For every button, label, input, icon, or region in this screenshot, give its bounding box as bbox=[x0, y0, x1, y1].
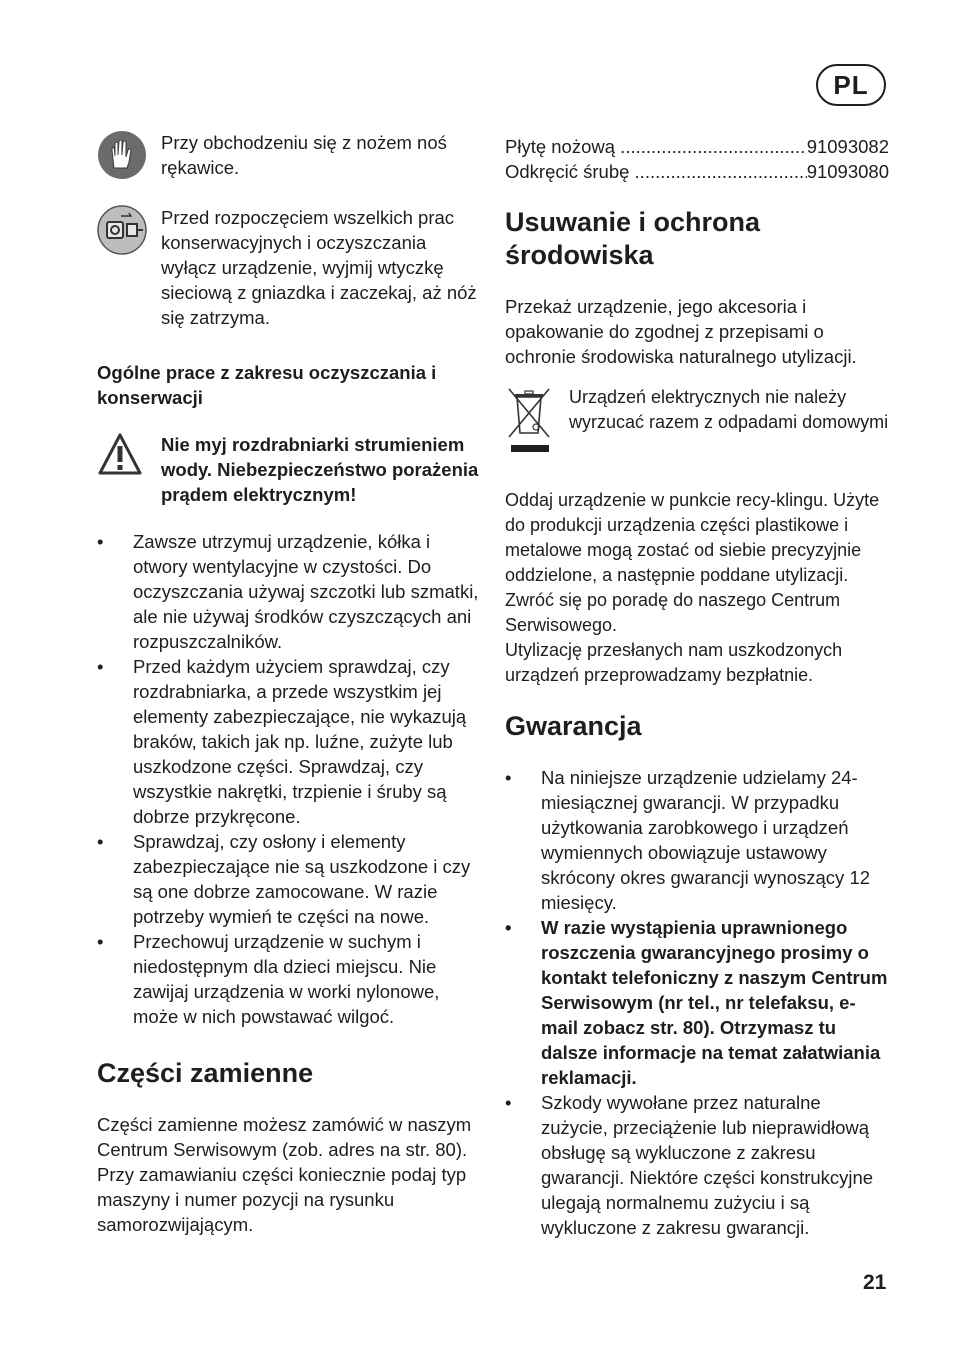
list-item: • Sprawdzaj, czy osłony i elementy zabezpieczające nie są uszkodzone i czy są one dobrze zamocowane. W razie potrzeby wymień te części na nowe. bbox=[97, 831, 471, 927]
warning-triangle-icon bbox=[97, 432, 143, 476]
gloves-text: Przy obchodzeniu się z nożem noś rękawice. bbox=[161, 132, 447, 178]
free-disposal-text: Utylizację przesłanych nam uszkodzonych urządzeń przeprowadzamy bezpłatnie. bbox=[505, 640, 843, 685]
list-item: • Przed każdym użyciem sprawdzaj, czy rozdrabniarka, a przede wszystkim jej elementy zabezpieczające, nie wykazują braków, takich jak np. luźne, zużyte lub uszkodzone części. Sprawdzaj, czy wszystkie nakrętki, trzpienie i śruby są dobrze przykręcone. bbox=[97, 656, 467, 827]
warranty-heading: Gwarancja bbox=[505, 711, 642, 741]
language-badge: PL bbox=[816, 64, 886, 106]
weee-text: Urządzeń elektrycznych nie należy wyrzucać razem z odpadami domowymi bbox=[569, 387, 889, 432]
list-item: • Na niniejsze urządzenie udzielamy 24-miesiącznej gwarancji. W przypadku użytkowania zarobkowego i urządzeń wymiennych obowiązuje ustawowy skrócony okres gwarancji wynoszący 12 miesięcy. bbox=[505, 767, 871, 913]
disposal-text: Przekaż urządzenie, jego akcesoria i opakowanie do zgodnej z przepisami o ochronie środowiska naturalnego utylizacji. bbox=[505, 296, 857, 367]
recycle-text: Oddaj urządzenie w punkcie recy-klingu. Użyte do produkcji urządzenia części plastikowe i metalowe mogą zostać od siebie precyzyjnie oddzielone, a następnie poddane utylizacji. Zwróć się po poradę do naszego Centrum Serwisowego. bbox=[505, 490, 880, 635]
parts-list bbox=[505, 134, 889, 184]
list-item: • Zawsze utrzymuj urządzenie, kółka i otwory wentylacyjne w czystości. Do oczyszczania używaj szczotki lub szmatki, ale nie używaj środków czyszczących ani rozpuszczalników. bbox=[97, 531, 479, 652]
unplug-text: Przed rozpoczęciem wszelkich prac konserwacyjnych i oczyszczania wyłącz urządzenie, wyjmij wtyczkę sieciową z gniazdka i zaczekaj, aż nóż się zatrzyma. bbox=[161, 207, 477, 328]
weee-notice bbox=[505, 385, 889, 458]
part-row: Płytę nożową ..... 91093082 bbox=[505, 134, 889, 159]
spare-parts-heading: Części zamienne bbox=[97, 1058, 314, 1088]
right-column bbox=[505, 130, 889, 1240]
gloves-icon bbox=[97, 130, 147, 180]
crossed-bin-icon bbox=[505, 385, 553, 453]
page-number: 21 bbox=[863, 1271, 887, 1294]
left-column bbox=[97, 130, 481, 1237]
gloves-notice bbox=[97, 130, 481, 185]
cleaning-subheading: Ogólne prace z zakresu oczyszczania i konserwacji bbox=[97, 362, 437, 408]
warning-text: Nie myj rozdrabniarki strumieniem wody. Niebezpieczeństwo porażenia prądem elektrycznym! bbox=[161, 434, 479, 505]
list-item: • Szkody wywołane przez naturalne zużycie, przeciążenie lub nieprawidłową obsługę są wykluczone z zakresu gwarancji. Niektóre części konstrukcyjne ulegają normalnemu zużyciu i są wykluczone z zakresu gwarancji. bbox=[505, 1092, 874, 1238]
list-item: • Przechowuj urządzenie w suchym i niedostępnym dla dzieci miejscu. Nie zawijaj urządzenia w worki nylonowe, może w nich powstawać wilgoć. bbox=[97, 931, 440, 1027]
unplug-icon bbox=[97, 205, 147, 255]
part-row: Odkręcić śrubę ..... 91093080 bbox=[505, 159, 889, 184]
maintenance-list bbox=[97, 529, 481, 1029]
warranty-list bbox=[505, 765, 889, 1240]
disposal-heading: Usuwanie i ochrona środowiska bbox=[505, 207, 761, 270]
list-item: • W razie wystąpienia uprawnionego roszczenia gwarancyjnego prosimy o kontakt telefoniczny z naszym Centrum Serwisowym (nr tel., nr telefaksu, e-mail zobacz str. 80). Otrzymasz tu dalsze informacje na temat załatwiania reklamacji. bbox=[505, 917, 888, 1088]
warning-notice bbox=[97, 432, 481, 507]
unplug-notice bbox=[97, 205, 481, 330]
spare-parts-text: Części zamienne możesz zamówić w naszym Centrum Serwisowym (zob. adres na str. 80). Przy zamawianiu części koniecznie podaj typ maszyny i numer pozycji na rysunku samorozwijającym. bbox=[97, 1114, 472, 1235]
